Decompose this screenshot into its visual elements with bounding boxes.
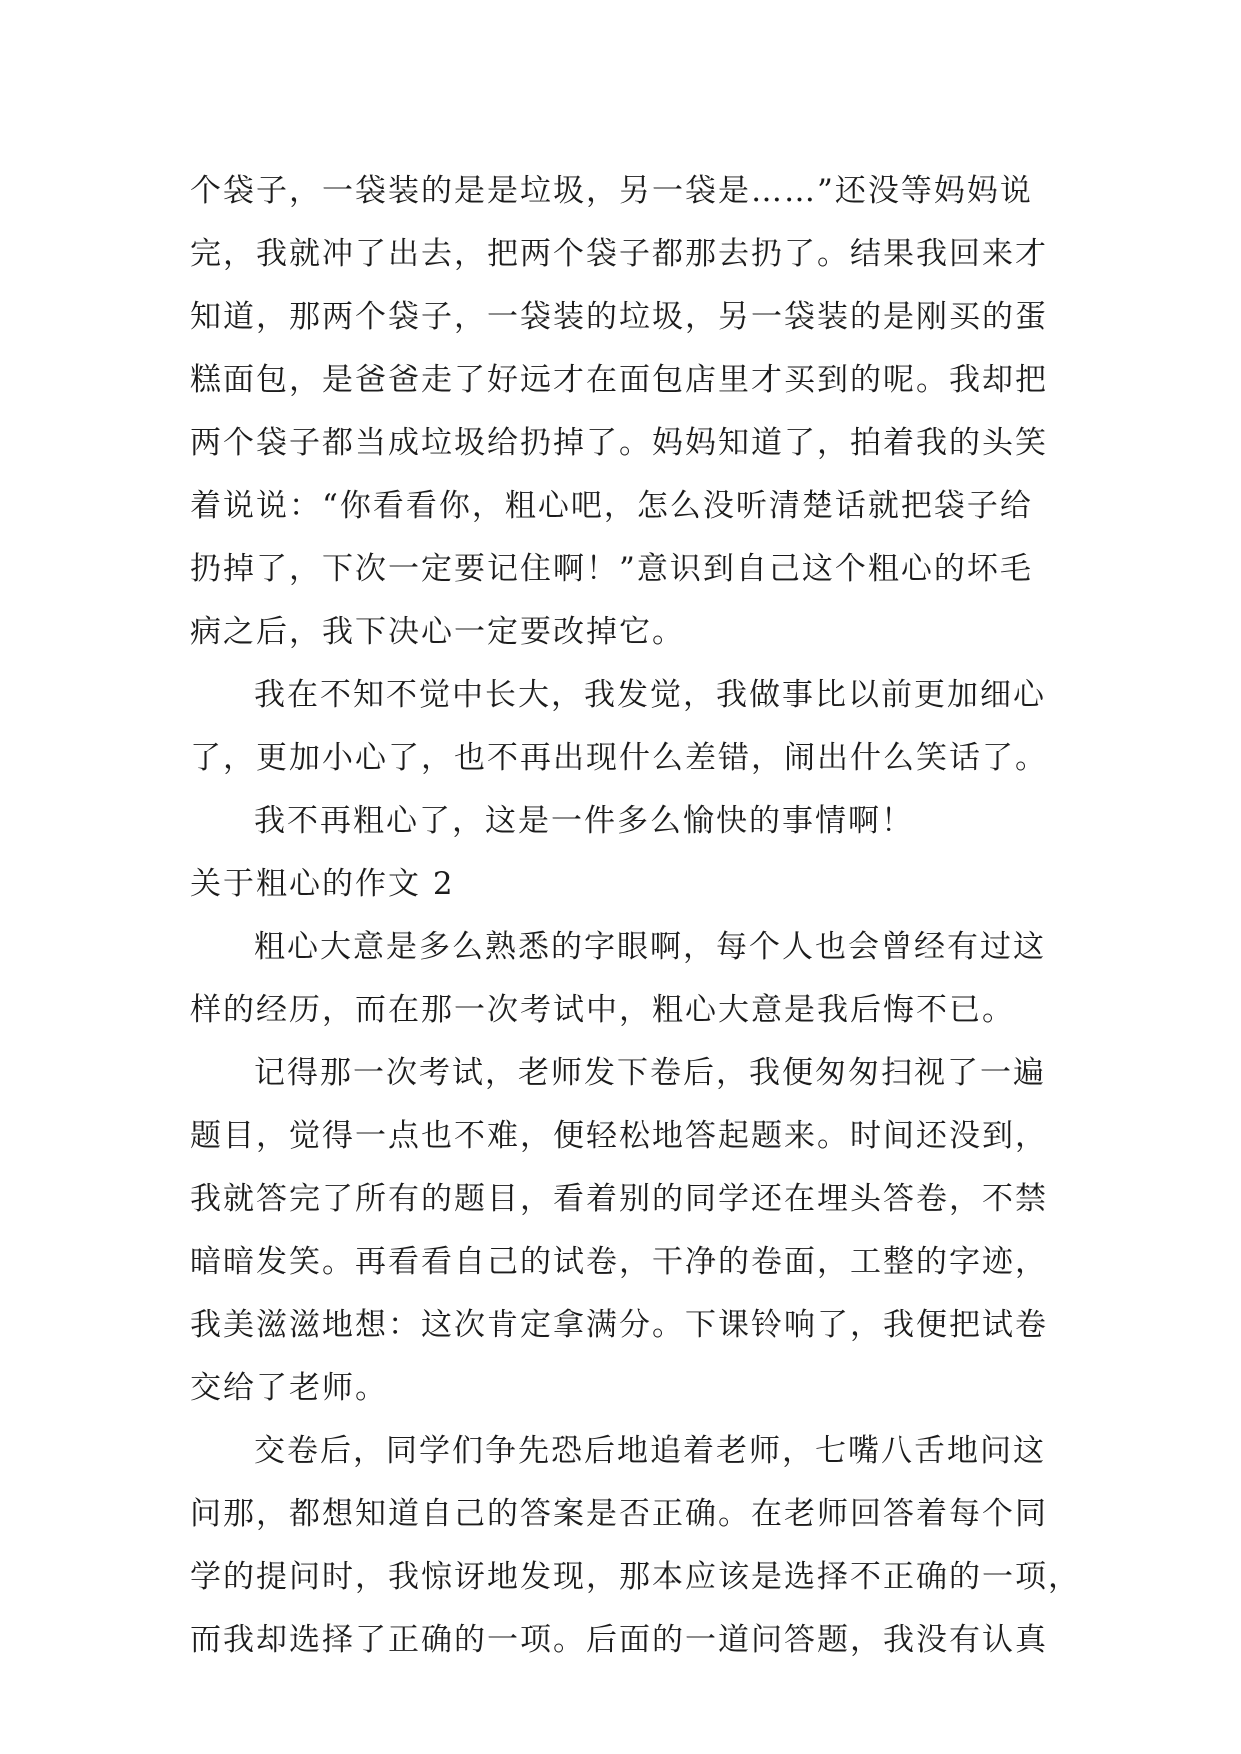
text-line: 知道，那两个袋子，一袋装的垃圾，另一袋装的是刚买的蛋 [190, 299, 1048, 335]
paragraph-start-line: 我不再粗心了，这是一件多么愉快的事情啊！ [254, 803, 914, 839]
text-line: 扔掉了，下次一定要记住啊！”意识到自己这个粗心的坏毛 [190, 551, 1033, 587]
text-line: 我美滋滋地想：这次肯定拿满分。下课铃响了，我便把试卷 [190, 1307, 1048, 1343]
text-line: 个袋子，一袋装的是是垃圾，另一袋是……”还没等妈妈说 [190, 173, 1033, 209]
text-line: 学的提问时，我惊讶地发现，那本应该是选择不正确的一项， [190, 1559, 1081, 1595]
text-line: 两个袋子都当成垃圾给扔掉了。妈妈知道了，拍着我的头笑 [190, 425, 1048, 461]
text-line: 完，我就冲了出去，把两个袋子都那去扔了。结果我回来才 [190, 236, 1048, 272]
text-line: 而我却选择了正确的一项。后面的一道问答题，我没有认真 [190, 1622, 1048, 1658]
text-line: 糕面包，是爸爸走了好远才在面包店里才买到的呢。我却把 [190, 362, 1048, 398]
text-line: 我就答完了所有的题目，看着别的同学还在埋头答卷，不禁 [190, 1181, 1048, 1217]
text-line: 样的经历，而在那一次考试中，粗心大意是我后悔不已。 [190, 992, 1015, 1028]
paragraph-start-line: 交卷后，同学们争先恐后地追着老师，七嘴八舌地问这 [254, 1433, 1046, 1469]
text-line: 着说说：“你看看你，粗心吧，怎么没听清楚话就把袋子给 [190, 488, 1033, 524]
paragraph-start-line: 粗心大意是多么熟悉的字眼啊，每个人也会曾经有过这 [254, 929, 1046, 965]
paragraph-start-line: 我在不知不觉中长大，我发觉，我做事比以前更加细心 [254, 677, 1046, 713]
essay-body [190, 160, 1081, 1672]
text-line: 了，更加小心了，也不再出现什么差错，闹出什么笑话了。 [190, 740, 1048, 776]
text-line: 问那，都想知道自己的答案是否正确。在老师回答着每个同 [190, 1496, 1048, 1532]
text-line: 交给了老师。 [190, 1370, 388, 1406]
text-line: 暗暗发笑。再看看自己的试卷，干净的卷面，工整的字迹， [190, 1244, 1048, 1280]
paragraph-start-line: 记得那一次考试，老师发下卷后，我便匆匆扫视了一遍 [254, 1055, 1046, 1091]
text-line: 题目，觉得一点也不难，便轻松地答起题来。时间还没到， [190, 1118, 1048, 1154]
section-heading: 关于粗心的作文 2 [190, 866, 455, 902]
text-line: 病之后，我下决心一定要改掉它。 [190, 614, 685, 650]
